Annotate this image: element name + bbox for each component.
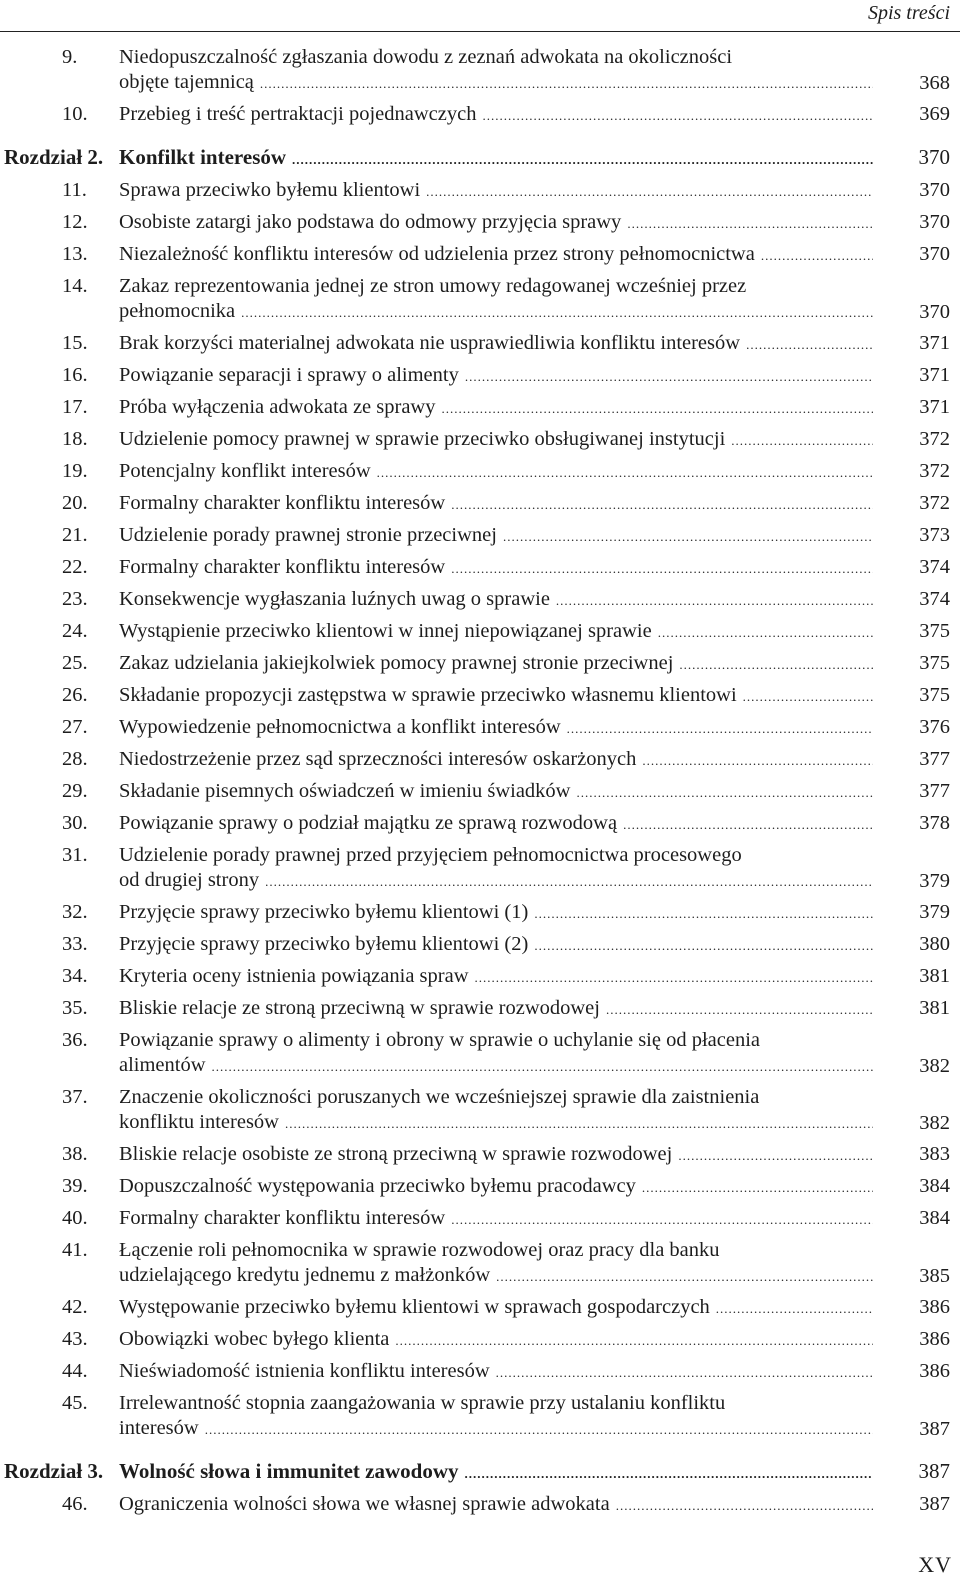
entry-number: 18. — [62, 428, 88, 450]
entry-number: 34. — [62, 965, 88, 987]
page-ref: 372 — [919, 428, 950, 450]
chapter-number: Rozdział 2. — [4, 145, 104, 169]
entry-title-line: od drugiej strony — [119, 869, 260, 891]
entry-title-line: interesów — [119, 1417, 199, 1439]
entry-number: 32. — [62, 901, 88, 923]
entry-number: 16. — [62, 364, 88, 386]
toc-entry[interactable] — [0, 328, 960, 360]
toc-entry[interactable] — [0, 648, 960, 680]
entry-number: 22. — [62, 556, 88, 578]
toc-entry[interactable] — [0, 99, 960, 131]
entry-number: 41. — [62, 1239, 88, 1261]
entry-number: 24. — [62, 620, 88, 642]
entry-number: 17. — [62, 396, 88, 418]
dot-leader — [241, 300, 873, 325]
entry-number: 31. — [62, 844, 88, 866]
toc-entry[interactable] — [0, 840, 960, 897]
toc-entry[interactable] — [0, 712, 960, 744]
toc-entry[interactable] — [0, 897, 960, 929]
toc-entry[interactable] — [0, 1235, 960, 1292]
entry-title-line: Udzielenie porady prawnej stronie przeciwnej — [119, 524, 497, 546]
entry-title-line: Osobiste zatargi jako podstawa do odmowy przyjęcia sprawy — [119, 211, 622, 233]
page-ref: 377 — [919, 748, 950, 770]
entry-number: 39. — [62, 1175, 88, 1197]
entry-title-line: Konsekwencje wygłaszania luźnych uwag o sprawie — [119, 588, 550, 610]
dot-leader — [679, 652, 873, 677]
dot-leader — [377, 460, 873, 485]
entry-title-line: Udzielenie pomocy prawnej w sprawie przeciwko obsługiwanej instytucji — [119, 428, 726, 450]
entry-title-line: Irrelewantność stopnia zaangażowania w sprawie przy ustalaniu konfliktu — [119, 1392, 726, 1414]
entry-title-line: Formalny charakter konfliktu interesów — [119, 1207, 446, 1229]
toc-entry[interactable] — [0, 776, 960, 808]
page-ref: 372 — [919, 460, 950, 482]
entry-title-line: Niedostrzeżenie przez sąd sprzeczności interesów oskarżonych — [119, 748, 637, 770]
toc-entry[interactable] — [0, 424, 960, 456]
entry-title-line: Przebieg i treść pertraktacji pojednawczych — [119, 103, 477, 125]
entry-title-line: Obowiązki wobec byłego klienta — [119, 1328, 390, 1350]
dot-leader — [616, 1493, 873, 1518]
dot-leader — [465, 1461, 873, 1486]
entry-number: 27. — [62, 716, 88, 738]
dot-leader — [451, 492, 873, 517]
entry-title-line: Udzielenie porady prawnej przed przyjęciem pełnomocnictwa procesowego — [119, 844, 742, 866]
page-ref: 381 — [919, 965, 950, 987]
toc-entry[interactable] — [0, 1139, 960, 1171]
toc-entry[interactable] — [0, 1171, 960, 1203]
entry-title-line: Sprawa przeciwko byłemu klientowi — [119, 179, 421, 201]
entry-number: 42. — [62, 1296, 88, 1318]
entry-title-line: Przyjęcie sprawy przeciwko byłemu klientowi (1) — [119, 901, 529, 923]
page-ref: 386 — [919, 1296, 950, 1318]
toc-entry[interactable] — [0, 456, 960, 488]
entry-title-line: pełnomocnika — [119, 300, 236, 322]
page-ref: 374 — [919, 556, 950, 578]
page-ref: 374 — [919, 588, 950, 610]
page-ref: 379 — [919, 901, 950, 923]
chapter-number: Rozdział 3. — [4, 1459, 104, 1483]
dot-leader — [567, 716, 873, 741]
toc-entry[interactable] — [0, 1082, 960, 1139]
entry-title-line: Występowanie przeciwko byłemu klientowi w sprawach gospodarczych — [119, 1296, 710, 1318]
page-ref: 370 — [919, 243, 950, 265]
entry-number: 37. — [62, 1086, 88, 1108]
dot-leader — [534, 933, 873, 958]
page-ref: 384 — [919, 1175, 950, 1197]
dot-leader — [534, 901, 873, 926]
toc-entry[interactable] — [0, 808, 960, 840]
entry-title-line: Bliskie relacje ze stroną przeciwną w sprawie rozwodowej — [119, 997, 600, 1019]
entry-number: 40. — [62, 1207, 88, 1229]
dot-leader — [761, 243, 873, 268]
section-gap — [0, 1445, 960, 1456]
dot-leader — [205, 1417, 873, 1442]
dot-leader — [496, 1360, 873, 1385]
entry-number: 44. — [62, 1360, 88, 1382]
entry-title-line: Ograniczenia wolności słowa we własnej sprawie adwokata — [119, 1493, 610, 1515]
dot-leader — [212, 1054, 873, 1079]
entry-number: 43. — [62, 1328, 88, 1350]
entry-title-line: Powiązanie sprawy o alimenty i obrony w sprawie o uchylanie się od płacenia — [119, 1029, 761, 1051]
page-ref: 387 — [919, 1493, 950, 1515]
entry-number: 12. — [62, 211, 88, 233]
page-ref: 371 — [919, 332, 950, 354]
entry-title-line: Powiązanie sprawy o podział majątku ze sprawą rozwodową — [119, 812, 618, 834]
entry-title-line: Wolność słowa i immunitet zawodowy — [119, 1459, 459, 1483]
entry-title-line: Wystąpienie przeciwko klientowi w innej niepowiązanej sprawie — [119, 620, 652, 642]
toc-entry[interactable] — [0, 360, 960, 392]
entry-title-line: Kryteria oceny istnienia powiązania spraw — [119, 965, 469, 987]
dot-leader — [395, 1328, 873, 1353]
entry-title-line: konfliktu interesów — [119, 1111, 279, 1133]
dot-leader — [426, 179, 873, 204]
page-ref: 375 — [919, 620, 950, 642]
entry-number: 13. — [62, 243, 88, 265]
page-ref: 368 — [919, 72, 950, 94]
entry-number: 25. — [62, 652, 88, 674]
page-ref: 387 — [919, 1418, 950, 1440]
page-ref: 376 — [919, 716, 950, 738]
dot-leader — [642, 748, 873, 773]
entry-title-line: Próba wyłączenia adwokata ze sprawy — [119, 396, 436, 418]
table-of-contents — [0, 42, 960, 1521]
page-ref: 385 — [919, 1265, 950, 1287]
toc-chapter[interactable] — [0, 1456, 960, 1489]
page-number: XV — [918, 1552, 952, 1577]
dot-leader — [441, 396, 873, 421]
toc-entry[interactable] — [0, 1324, 960, 1356]
page-ref: 386 — [919, 1360, 950, 1382]
entry-title-line: alimentów — [119, 1054, 206, 1076]
dot-leader — [451, 1207, 873, 1232]
toc-chapter[interactable] — [0, 142, 960, 175]
section-gap — [0, 131, 960, 142]
dot-leader — [556, 588, 873, 613]
toc-entry[interactable] — [0, 680, 960, 712]
dot-leader — [475, 965, 873, 990]
page-ref: 373 — [919, 524, 950, 546]
dot-leader — [285, 1111, 873, 1136]
toc-entry[interactable] — [0, 1203, 960, 1235]
entry-number: 21. — [62, 524, 88, 546]
dot-leader — [482, 103, 873, 128]
entry-number: 20. — [62, 492, 88, 514]
entry-number: 30. — [62, 812, 88, 834]
entry-title-line: Formalny charakter konfliktu interesów — [119, 492, 446, 514]
dot-leader — [503, 524, 873, 549]
entry-number: 15. — [62, 332, 88, 354]
entry-number: 28. — [62, 748, 88, 770]
toc-entry[interactable] — [0, 961, 960, 993]
page-ref: 378 — [919, 812, 950, 834]
page-ref: 382 — [919, 1055, 950, 1077]
dot-leader — [743, 684, 873, 709]
entry-number: 10. — [62, 103, 88, 125]
entry-number: 14. — [62, 275, 88, 297]
entry-title-line: udzielającego kredytu jednemu z małżonków — [119, 1264, 491, 1286]
page-ref: 386 — [919, 1328, 950, 1350]
toc-entry[interactable] — [0, 239, 960, 271]
toc-entry[interactable] — [0, 488, 960, 520]
entry-title-line: objęte tajemnicą — [119, 71, 254, 93]
toc-entry[interactable] — [0, 392, 960, 424]
page-ref: 387 — [918, 1459, 950, 1483]
dot-leader — [746, 332, 873, 357]
entry-title-line: Niedopuszczalność zgłaszania dowodu z zeznań adwokata na okoliczności — [119, 46, 733, 68]
header-rule — [0, 31, 960, 32]
page-ref: 382 — [919, 1112, 950, 1134]
page-ref: 372 — [919, 492, 950, 514]
toc-entry[interactable] — [0, 1388, 960, 1445]
dot-leader — [265, 869, 873, 894]
page-ref: 375 — [919, 684, 950, 706]
toc-entry[interactable] — [0, 1292, 960, 1324]
page-ref: 384 — [919, 1207, 950, 1229]
entry-number: 29. — [62, 780, 88, 802]
entry-number: 9. — [62, 46, 78, 68]
page-ref: 377 — [919, 780, 950, 802]
running-header: Spis treści — [867, 2, 950, 24]
entry-title-line: Wypowiedzenie pełnomocnictwa a konflikt interesów — [119, 716, 561, 738]
dot-leader — [716, 1296, 873, 1321]
page-ref: 370 — [918, 145, 950, 169]
dot-leader — [496, 1264, 873, 1289]
entry-title-line: Konfilkt interesów — [119, 145, 287, 169]
page-ref: 383 — [919, 1143, 950, 1165]
entry-title-line: Nieświadomość istnienia konfliktu interesów — [119, 1360, 490, 1382]
entry-number: 19. — [62, 460, 88, 482]
dot-leader — [731, 428, 873, 453]
dot-leader — [576, 780, 873, 805]
dot-leader — [627, 211, 873, 236]
entry-title-line: Formalny charakter konfliktu interesów — [119, 556, 446, 578]
dot-leader — [623, 812, 873, 837]
toc-entry[interactable] — [0, 1356, 960, 1388]
toc-entry[interactable] — [0, 1025, 960, 1082]
entry-number: 23. — [62, 588, 88, 610]
page-ref: 371 — [919, 396, 950, 418]
dot-leader — [678, 1143, 873, 1168]
entry-number: 11. — [62, 179, 87, 201]
dot-leader — [260, 71, 873, 96]
entry-title-line: Potencjalny konflikt interesów — [119, 460, 371, 482]
entry-number: 45. — [62, 1392, 88, 1414]
toc-entry[interactable] — [0, 175, 960, 207]
page-ref: 375 — [919, 652, 950, 674]
entry-title-line: Brak korzyści materialnej adwokata nie usprawiedliwia konfliktu interesów — [119, 332, 741, 354]
toc-entry[interactable] — [0, 993, 960, 1025]
entry-number: 33. — [62, 933, 88, 955]
entry-title-line: Powiązanie separacji i sprawy o alimenty — [119, 364, 459, 386]
page-ref: 370 — [919, 179, 950, 201]
entry-title-line: Znaczenie okoliczności poruszanych we wcześniejszej sprawie dla zaistnienia — [119, 1086, 760, 1108]
entry-title-line: Łączenie roli pełnomocnika w sprawie rozwodowej oraz pracy dla banku — [119, 1239, 720, 1261]
entry-title-line: Bliskie relacje osobiste ze stroną przeciwną w sprawie rozwodowej — [119, 1143, 673, 1165]
entry-number: 36. — [62, 1029, 88, 1051]
dot-leader — [465, 364, 873, 389]
page-ref: 369 — [919, 103, 950, 125]
entry-title-line: Dopuszczalność występowania przeciwko byłemu pracodawcy — [119, 1175, 636, 1197]
entry-number: 38. — [62, 1143, 88, 1165]
toc-entry[interactable] — [0, 616, 960, 648]
entry-title-line: Zakaz udzielania jakiejkolwiek pomocy prawnej stronie przeciwnej — [119, 652, 674, 674]
toc-entry[interactable] — [0, 1489, 960, 1521]
dot-leader — [642, 1175, 873, 1200]
page-ref: 370 — [919, 211, 950, 233]
entry-number: 35. — [62, 997, 88, 1019]
toc-entry[interactable] — [0, 744, 960, 776]
page-ref: 381 — [919, 997, 950, 1019]
entry-number: 26. — [62, 684, 88, 706]
entry-title-line: Przyjęcie sprawy przeciwko byłemu klientowi (2) — [119, 933, 529, 955]
page-ref: 379 — [919, 870, 950, 892]
dot-leader — [658, 620, 873, 645]
toc-entry[interactable] — [0, 271, 960, 328]
entry-title-line: Niezależność konfliktu interesów od udzielenia przez strony pełnomocnictwa — [119, 243, 755, 265]
dot-leader — [451, 556, 873, 581]
dot-leader — [292, 147, 873, 172]
toc-entry[interactable] — [0, 584, 960, 616]
entry-title-line: Składanie propozycji zastępstwa w sprawie przeciwko własnemu klientowi — [119, 684, 737, 706]
toc-entry[interactable] — [0, 207, 960, 239]
toc-entry[interactable] — [0, 520, 960, 552]
page-ref: 380 — [919, 933, 950, 955]
page-ref: 371 — [919, 364, 950, 386]
entry-title-line: Zakaz reprezentowania jednej ze stron umowy redagowanej wcześniej przez — [119, 275, 747, 297]
entry-number: 46. — [62, 1493, 88, 1515]
toc-entry[interactable] — [0, 552, 960, 584]
toc-entry[interactable] — [0, 929, 960, 961]
page-ref: 370 — [919, 301, 950, 323]
dot-leader — [606, 997, 873, 1022]
entry-title-line: Składanie pisemnych oświadczeń w imieniu świadków — [119, 780, 571, 802]
toc-entry[interactable] — [0, 42, 960, 99]
